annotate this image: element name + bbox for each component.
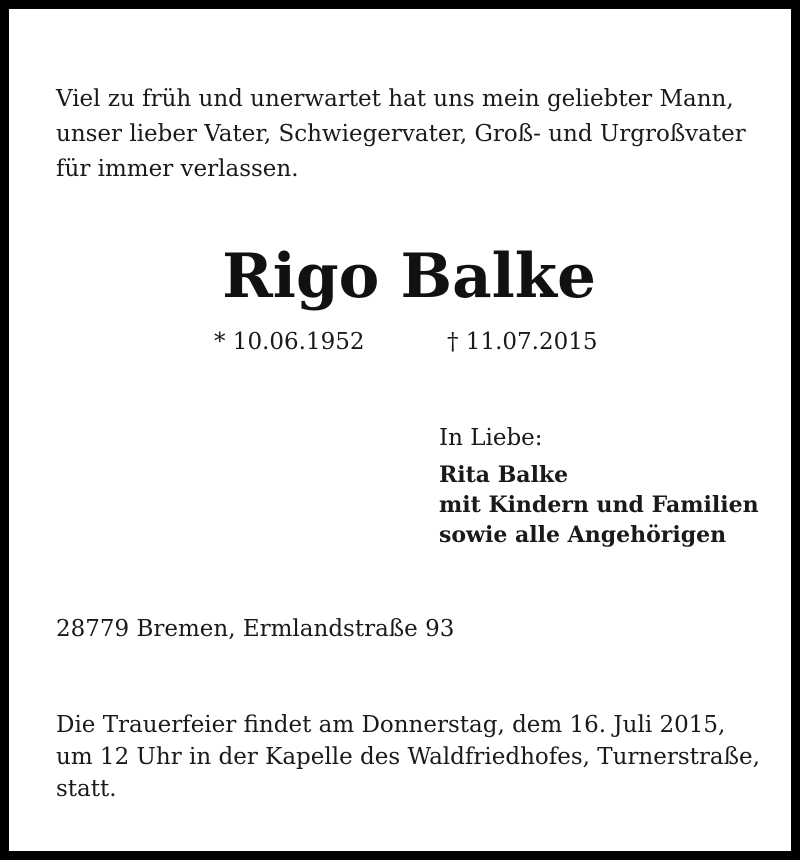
intro-line: unser lieber Vater, Schwiegervater, Groß- und Urgroßvater <box>56 121 746 147</box>
address: 28779 Bremen, Ermlandstraße 93 <box>56 616 455 642</box>
funeral-info <box>56 709 776 805</box>
intro-line: für immer verlassen. <box>56 156 299 182</box>
signer-line: Rita Balke <box>439 462 569 488</box>
funeral-line: um 12 Uhr in der Kapelle des Waldfriedhofes, Turnerstraße, <box>56 744 760 770</box>
birth-date: * 10.06.1952 <box>214 329 365 355</box>
death-date: † 11.07.2015 <box>447 329 598 355</box>
signer-line: mit Kindern und Familien <box>439 492 759 518</box>
signers-block <box>439 460 759 550</box>
intro-line: Viel zu früh und unerwartet hat uns mein geliebter Mann, <box>56 86 734 112</box>
deceased-name: Rigo Balke <box>222 241 596 312</box>
funeral-line: Die Trauerfeier findet am Donnerstag, dem 16. Juli 2015, <box>56 712 726 738</box>
love-label: In Liebe: <box>439 425 543 451</box>
signer-line: sowie alle Angehörigen <box>439 522 727 548</box>
intro-text <box>56 82 776 187</box>
funeral-line: statt. <box>56 776 117 802</box>
